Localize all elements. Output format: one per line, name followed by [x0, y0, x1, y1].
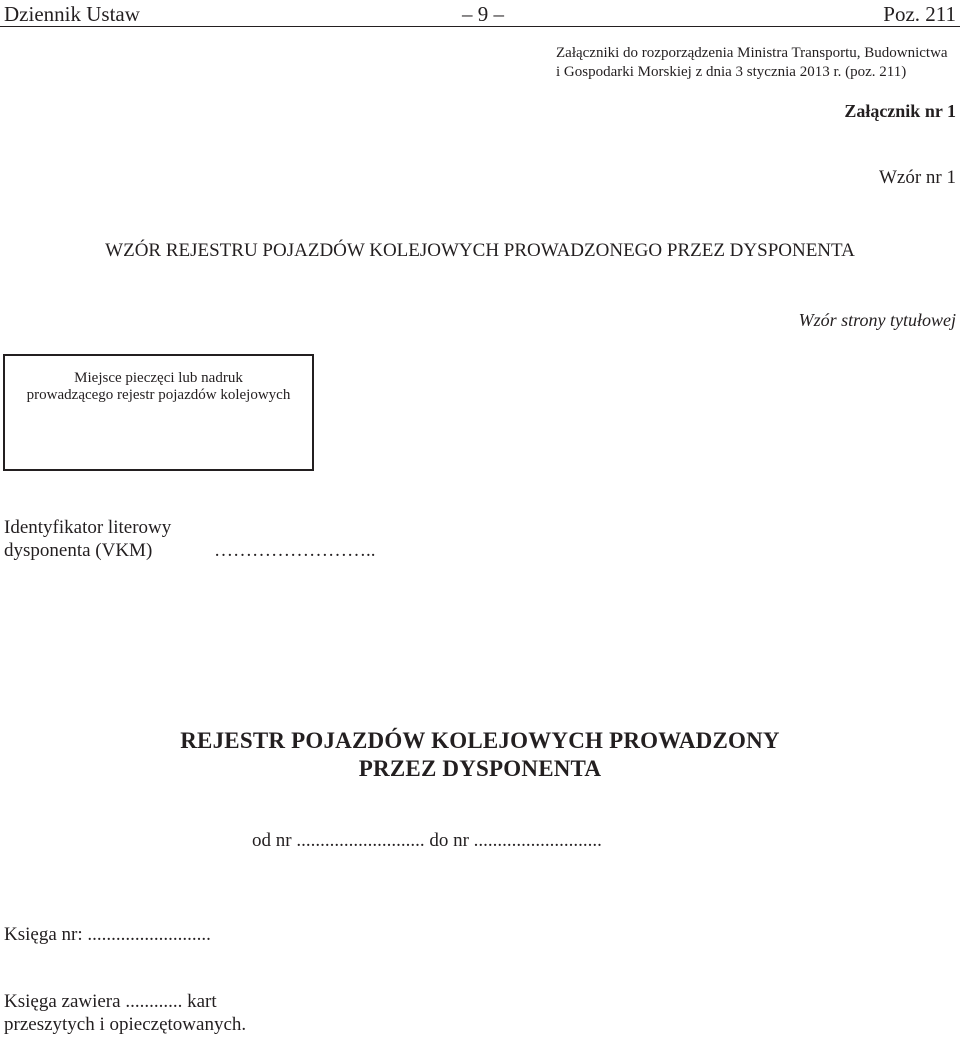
vkm-label-line-1: Identyfikator literowy — [4, 517, 172, 538]
stamp-box-text — [5, 370, 312, 404]
journal-title: Dziennik Ustaw — [4, 2, 140, 26]
model-label: Wzór nr 1 — [878, 167, 956, 188]
book-contains-line-2: przeszytych i opieczętowanych. — [4, 1014, 247, 1035]
register-model-title: WZÓR REJESTRU POJAZDÓW KOLEJOWYCH PROWADZONEGO PRZEZ DYSPONENTA — [105, 240, 855, 261]
vkm-label — [4, 516, 171, 562]
page-number: – 9 – — [462, 2, 504, 26]
vkm-field: …………………….. — [214, 540, 376, 561]
stamp-line-2: prowadzącego rejestr pojazdów kolejowych — [26, 387, 291, 403]
header-rule — [0, 26, 960, 27]
book-contains-field — [4, 990, 246, 1036]
number-range-field: od nr ........................... do nr ........................... — [252, 830, 602, 851]
stamp-box — [3, 354, 314, 471]
intro-line-1: Załączniki do rozporządzenia Ministra Transportu, Budownictwa — [556, 45, 948, 61]
position-number: Poz. 211 — [883, 2, 956, 26]
register-title — [0, 727, 960, 783]
register-title-line-2: PRZEZ DYSPONENTA — [358, 756, 602, 781]
vkm-label-line-2: dysponenta (VKM) — [4, 540, 153, 561]
book-contains-line-1: Księga zawiera ............ kart — [4, 991, 217, 1012]
annex-label: Załącznik nr 1 — [844, 101, 956, 121]
register-title-line-1: REJESTR POJAZDÓW KOLEJOWYCH PROWADZONY — [180, 728, 780, 753]
book-number-field: Księga nr: .......................... — [4, 924, 211, 945]
cover-page-label: Wzór strony tytułowej — [798, 310, 956, 330]
stamp-line-1: Miejsce pieczęci lub nadruk — [74, 370, 243, 386]
intro-line-2: i Gospodarki Morskiej z dnia 3 stycznia 2013 r. (poz. 211) — [556, 64, 907, 80]
regulation-intro — [556, 44, 958, 82]
